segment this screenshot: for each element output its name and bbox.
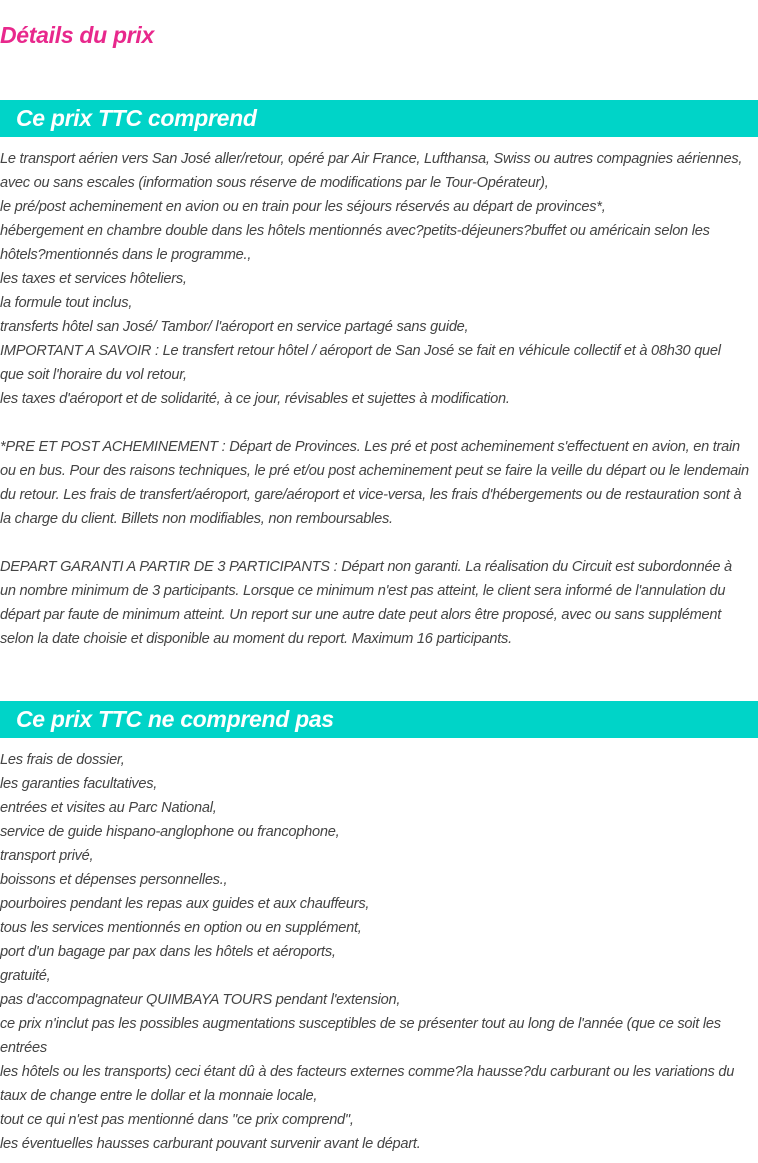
depart-note-line: DEPART GARANTI A PARTIR DE 3 PARTICIPANTS : Départ non garanti. La réalisation du Circuit est subordonnée à (0, 559, 732, 575)
excluded-line: entrées et visites au Parc National, (0, 800, 217, 816)
included-line: IMPORTANT A SAVOIR : Le transfert retour hôtel / aéroport de San José se fait en véhicule collectif et à 08h30 quel (0, 343, 721, 359)
acheminement-note-line: du retour. Les frais de transfert/aéroport, gare/aéroport et vice-versa, les frais d'hébergements ou de restauration sont à (0, 487, 742, 503)
included-section-header: Ce prix TTC comprend (0, 100, 758, 137)
included-list (0, 147, 758, 411)
acheminement-note (0, 435, 758, 531)
excluded-line: gratuité, (0, 968, 51, 984)
included-line: les taxes d'aéroport et de solidarité, à ce jour, révisables et sujettes à modification. (0, 391, 510, 407)
included-line: transferts hôtel san José/ Tambor/ l'aéroport en service partagé sans guide, (0, 319, 469, 335)
excluded-line: transport privé, (0, 848, 94, 864)
depart-note-line: un nombre minimum de 3 participants. Lorsque ce minimum n'est pas atteint, le client sera informé de l'annulation du (0, 583, 726, 599)
page-title: Détails du prix (0, 22, 154, 48)
excluded-line: tout ce qui n'est pas mentionné dans "ce prix comprend", (0, 1112, 354, 1128)
excluded-line: les hôtels ou les transports) ceci étant dû à des facteurs externes comme?la hausse?du carburant ou les variations du (0, 1064, 735, 1080)
excluded-section-header: Ce prix TTC ne comprend pas (0, 701, 758, 738)
excluded-line: ce prix n'inclut pas les possibles augmentations susceptibles de se présenter tout au long de l'année (que ce soit les entrées (0, 1016, 721, 1056)
depart-garanti-note (0, 555, 758, 651)
depart-note-line: départ par faute de minimum atteint. Un report sur une autre date peut alors être proposé, avec ou sans supplément (0, 607, 722, 623)
excluded-line: port d'un bagage par pax dans les hôtels et aéroports, (0, 944, 336, 960)
included-line: que soit l'horaire du vol retour, (0, 367, 187, 383)
excluded-line: pas d'accompagnateur QUIMBAYA TOURS pendant l'extension, (0, 992, 401, 1008)
excluded-line: Les frais de dossier, (0, 752, 125, 768)
acheminement-note-line: ou en bus. Pour des raisons techniques, le pré et/ou post acheminement peut se faire la veille du départ ou le lendemain (0, 463, 749, 479)
included-line: hôtels?mentionnés dans le programme., (0, 247, 252, 263)
excluded-line: pourboires pendant les repas aux guides et aux chauffeurs, (0, 896, 370, 912)
depart-note-line: selon la date choisie et disponible au moment du report. Maximum 16 participants. (0, 631, 512, 647)
included-line: Le transport aérien vers San José aller/retour, opéré par Air France, Lufthansa, Swiss ou autres compagnies aériennes, (0, 151, 743, 167)
excluded-line: les garanties facultatives, (0, 776, 158, 792)
included-line: le pré/post acheminement en avion ou en train pour les séjours réservés au départ de provinces*, (0, 199, 606, 215)
included-line: la formule tout inclus, (0, 295, 133, 311)
acheminement-note-line: *PRE ET POST ACHEMINEMENT : Départ de Provinces. Les pré et post acheminement s'effectuent en avion, en train (0, 439, 740, 455)
included-line: avec ou sans escales (information sous réserve de modifications par le Tour-Opérateur), (0, 175, 549, 191)
acheminement-note-line: la charge du client. Billets non modifiables, non remboursables. (0, 511, 393, 527)
excluded-line: tous les services mentionnés en option ou en supplément, (0, 920, 362, 936)
included-line: hébergement en chambre double dans les hôtels mentionnés avec?petits-déjeuners?buffet ou américain selon les (0, 223, 710, 239)
excluded-line: les éventuelles hausses carburant pouvant survenir avant le départ. (0, 1136, 421, 1152)
excluded-line: boissons et dépenses personnelles., (0, 872, 228, 888)
excluded-line: taux de change entre le dollar et la monnaie locale, (0, 1088, 318, 1104)
excluded-list (0, 748, 758, 1156)
excluded-line: service de guide hispano-anglophone ou francophone, (0, 824, 340, 840)
included-line: les taxes et services hôteliers, (0, 271, 187, 287)
